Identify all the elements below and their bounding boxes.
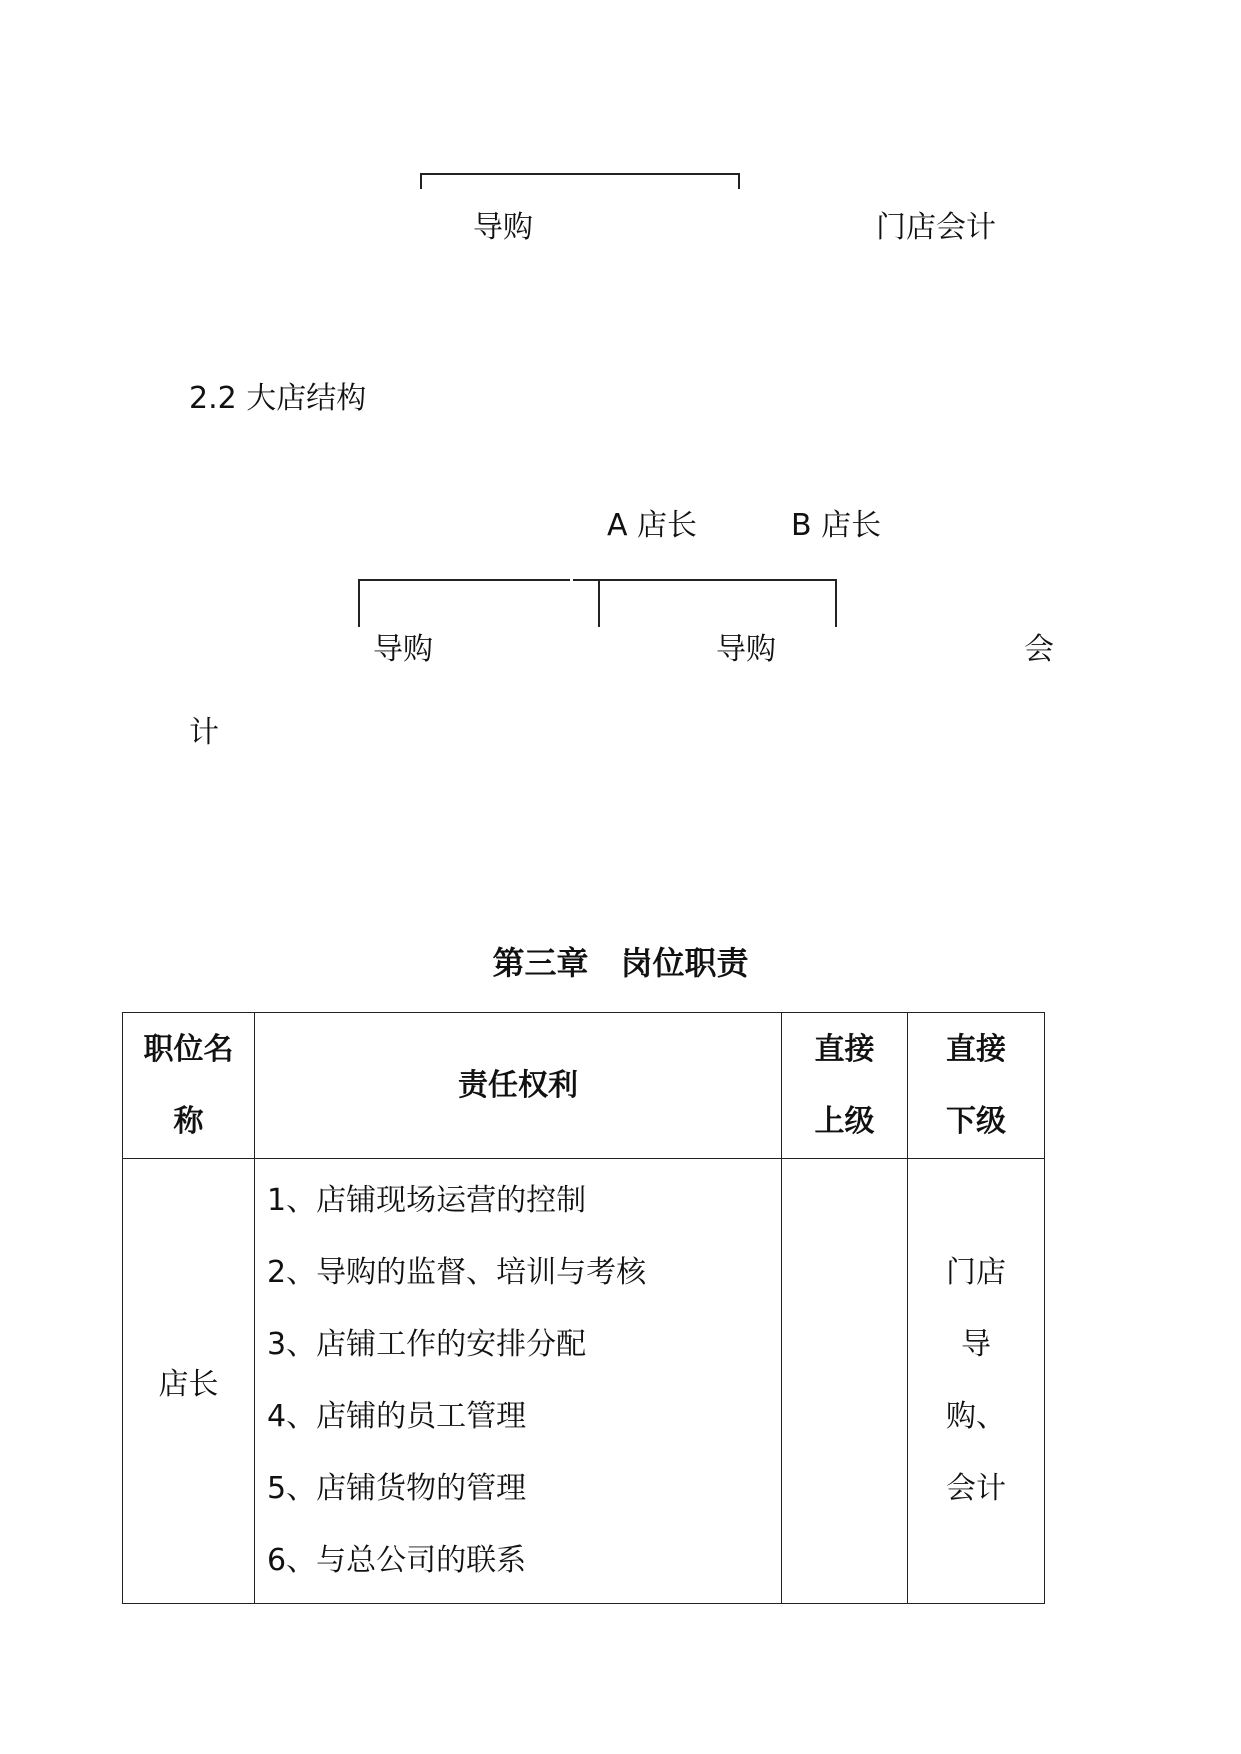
duty-item: 5、店铺货物的管理 — [267, 1471, 527, 1506]
org-large-node-accountant-part2: 计 — [189, 715, 219, 750]
duty-item: 6、与总公司的联系 — [267, 1543, 527, 1578]
org-small-connector-horizontal — [420, 173, 739, 175]
org-small-connector-left — [420, 173, 422, 189]
org-large-node-b-manager: B 店长 — [791, 508, 882, 543]
org-large-node-a-manager: A 店长 — [607, 508, 698, 543]
row-duties — [255, 1159, 782, 1604]
duty-item: 3、店铺工作的安排分配 — [267, 1327, 587, 1362]
header-subordinate: 直接下级 — [908, 1013, 1045, 1159]
header-duties: 责任权利 — [255, 1013, 782, 1159]
org-large-connector-drop-2 — [598, 579, 600, 627]
chapter-title: 第三章 岗位职责 — [492, 944, 749, 982]
org-small-connector-right — [738, 173, 740, 189]
org-large-connector-drop-3 — [835, 579, 837, 627]
org-large-node-sales-1: 导购 — [373, 632, 433, 667]
header-superior: 直接上级 — [782, 1013, 908, 1159]
org-large-connector-horizontal-right — [573, 579, 836, 581]
org-small-node-accountant: 门店会计 — [876, 210, 996, 245]
table-header-row — [123, 1013, 1045, 1159]
org-large-connector-horizontal-left — [358, 579, 570, 581]
duty-list — [255, 1159, 781, 1603]
org-large-node-accountant-part1: 会 — [1024, 632, 1054, 667]
duties-table — [122, 1012, 1045, 1604]
duty-item: 2、导购的监督、培训与考核 — [267, 1255, 647, 1290]
org-small-node-sales: 导购 — [473, 210, 533, 245]
org-large-connector-drop-1 — [358, 579, 360, 627]
row-subordinate: 门店导购、会计 — [908, 1159, 1045, 1604]
duty-item: 1、店铺现场运营的控制 — [267, 1183, 587, 1218]
row-position: 店长 — [123, 1159, 255, 1604]
table-row — [123, 1159, 1045, 1604]
duty-item: 4、店铺的员工管理 — [267, 1399, 527, 1434]
section-heading: 2.2 大店结构 — [189, 381, 367, 416]
org-large-node-sales-2: 导购 — [716, 632, 776, 667]
row-superior — [782, 1159, 908, 1604]
header-position: 职位名称 — [123, 1013, 255, 1159]
